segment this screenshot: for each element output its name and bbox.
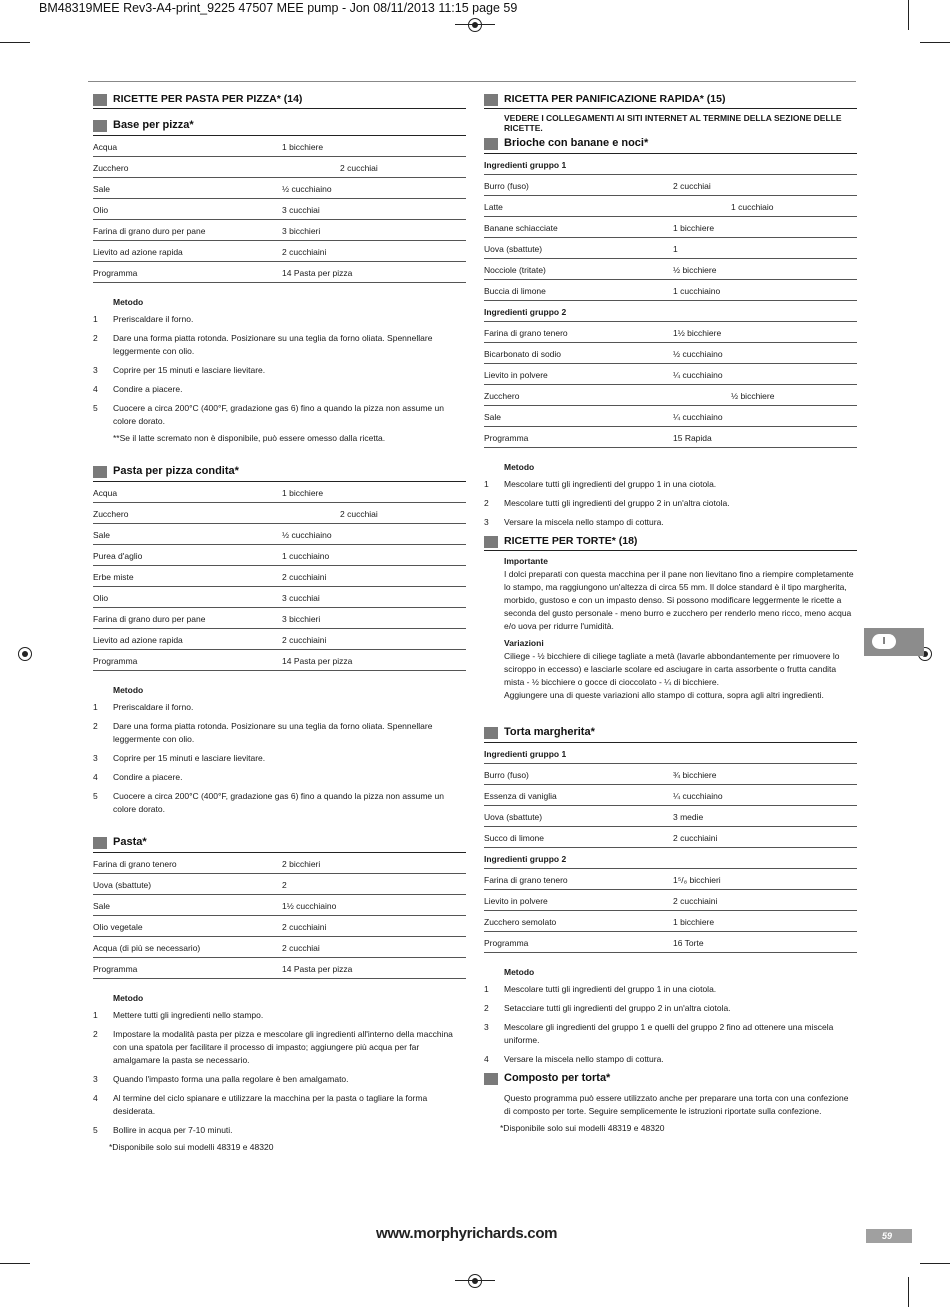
ingredient-name: Bicarbonato di sodio (484, 349, 562, 359)
language-tab (864, 628, 924, 656)
table-row (484, 280, 857, 301)
method-step (93, 752, 466, 765)
crop-mark (920, 42, 950, 43)
table-row (484, 869, 857, 890)
ingredient-name: Zucchero (93, 163, 129, 173)
step-number: 1 (93, 314, 98, 324)
footnote: **Se il latte scremato non è disponibile, può essere omesso dalla ricetta. (113, 433, 386, 443)
subsection-title (93, 465, 466, 482)
ingredient-name: Erbe miste (93, 572, 134, 582)
table-row (93, 503, 466, 524)
section-title-rapida (484, 93, 857, 109)
table-row (93, 220, 466, 241)
step-text: Coprire per 15 minuti e lasciare lievitare. (113, 365, 266, 375)
step-number: 2 (484, 498, 489, 508)
ingredient-name: Farina di grano duro per pane (93, 614, 206, 624)
step-text: Versare la miscela nello stampo di cottura. (504, 1054, 664, 1064)
ingredient-name: Burro (fuso) (484, 181, 529, 191)
ingredient-name: Olio (93, 593, 109, 603)
step-number: 2 (93, 1029, 98, 1039)
method-step (484, 983, 857, 996)
step-number: 2 (93, 333, 98, 343)
step-text: Versare la miscela nello stampo di cottura. (504, 517, 664, 527)
section-marker-icon (484, 94, 498, 106)
table-row (484, 259, 857, 280)
table-row (93, 650, 466, 671)
method-title: Metodo (113, 993, 144, 1003)
ingredient-quantity: 3 medie (673, 812, 704, 822)
ingredient-name: Farina di grano duro per pane (93, 226, 206, 236)
method-step (484, 1021, 857, 1047)
section-title-text: RICETTE PER PASTA PER PIZZA* (14) (113, 93, 303, 105)
step-text: Mescolare tutti gli ingredienti del gruppo 1 in una ciotola. (504, 479, 717, 489)
section-title-text: RICETTE PER TORTE* (18) (504, 535, 638, 547)
step-number: 3 (484, 517, 489, 527)
table-group-row (484, 301, 857, 322)
table-row (484, 427, 857, 448)
step-text: Impostare la modalità pasta per pizza e mescolare gli ingredienti all'interno della macchina con una spatola per facilitare il processo di impasto; aggiungere più acqua per far amalgamare la pasta se necessario. (113, 1029, 453, 1065)
ingredient-quantity: 2 bicchieri (282, 859, 321, 869)
ingredient-name: Programma (484, 433, 529, 443)
ingredient-quantity: ¼ cucchiaino (673, 791, 723, 801)
table-row (93, 566, 466, 587)
step-number: 3 (484, 1022, 489, 1032)
step-text: Quando l'impasto forma una palla regolare è ben amalgamato. (113, 1074, 349, 1084)
ingredient-name: Acqua (93, 488, 118, 498)
section-marker-icon (93, 837, 107, 849)
ingredient-name: Zucchero (93, 509, 129, 519)
top-rule (88, 81, 856, 82)
table-row (484, 238, 857, 259)
step-number: 3 (93, 753, 98, 763)
ingredient-quantity: 2 cucchiai (673, 181, 711, 191)
ingredient-quantity: 2 cucchiai (340, 509, 378, 519)
ingredient-quantity: ½ cucchiaino (673, 349, 723, 359)
step-text: Setacciare tutti gli ingredienti del gruppo 2 in un'altra ciotola. (504, 1003, 731, 1013)
subsection-title (484, 1072, 857, 1088)
torte-notes (504, 555, 857, 702)
ingredient-name: Latte (484, 202, 503, 212)
ingredients-table (484, 154, 857, 448)
ingredient-quantity: ½ bicchiere (731, 391, 775, 401)
table-group-row (484, 743, 857, 764)
ingredient-name: Essenza di vaniglia (484, 791, 557, 801)
composto-text: Questo programma può essere utilizzato anche per preparare una torta con una confezione di composto per torte. Seguire semplicemente le istruzioni riportate sulla confezione. (504, 1093, 849, 1116)
ingredient-quantity: ½ cucchiaino (282, 530, 332, 540)
table-row (93, 874, 466, 895)
step-number: 4 (93, 384, 98, 394)
method-block (484, 967, 857, 1066)
table-row (93, 199, 466, 220)
ingredient-name: Lievito in polvere (484, 370, 548, 380)
print-slug: BM48319MEE Rev3-A4-print_9225 47507 MEE pump - Jon 08/11/2013 11:15 page 59 (39, 1, 518, 15)
method-step (93, 720, 466, 746)
footnote: *Disponibile solo sui modelli 48319 e 48320 (500, 1123, 665, 1133)
step-number: 2 (484, 1003, 489, 1013)
subsection-title-text: Base per pizza* (113, 119, 194, 131)
ingredient-quantity: 3 bicchieri (282, 226, 321, 236)
step-text: Bollire in acqua per 7-10 minuti. (113, 1125, 233, 1135)
method-step (93, 790, 466, 816)
step-text: Mescolare tutti gli ingredienti del gruppo 1 in una ciotola. (504, 984, 717, 994)
variazioni-text-2: Aggiungere una di queste variazioni allo stampo di cottura, sopra agli altri ingredienti. (504, 690, 824, 700)
ingredient-quantity: 3 cucchiai (282, 593, 320, 603)
ingredient-quantity: 1 (673, 244, 678, 254)
crop-mark (0, 1263, 30, 1264)
ingredient-quantity: ¼ cucchiaino (673, 370, 723, 380)
section-marker-icon (484, 727, 498, 739)
step-number: 1 (93, 702, 98, 712)
ingredient-name: Acqua (93, 142, 118, 152)
step-text: Condire a piacere. (113, 772, 183, 782)
step-text: Cuocere a circa 200°C (400°F, gradazione gas 6) fino a quando la pizza non assume un colore dorato. (113, 791, 444, 814)
links-note: VEDERE I COLLEGAMENTI AI SITI INTERNET AL TERMINE DELLA SEZIONE DELLE RICETTE. (504, 113, 842, 133)
method-step (93, 1073, 466, 1086)
table-row (93, 916, 466, 937)
ingredient-quantity: 2 (282, 880, 287, 890)
ingredient-name: Sale (93, 530, 111, 540)
ingredient-name: Olio vegetale (93, 922, 143, 932)
table-row (93, 853, 466, 874)
subsection-title (93, 119, 466, 136)
step-number: 1 (484, 479, 489, 489)
step-number: 1 (484, 984, 489, 994)
ingredient-name: Farina di grano tenero (93, 859, 177, 869)
method-step (93, 1009, 466, 1022)
page-number: 59 (881, 1231, 892, 1241)
table-row (93, 178, 466, 199)
table-row (484, 932, 857, 953)
ingredient-name: Succo di limone (484, 833, 545, 843)
ingredient-quantity: 14 Pasta per pizza (282, 656, 353, 666)
table-row (93, 157, 466, 178)
ingredient-name: Lievito in polvere (484, 896, 548, 906)
ingredient-quantity: 2 cucchiaini (673, 896, 718, 906)
ingredient-name: Ingredienti gruppo 2 (484, 307, 567, 317)
section-marker-icon (484, 536, 498, 548)
registration-mark-icon (468, 1274, 482, 1288)
footnote: *Disponibile solo sui modelli 48319 e 48320 (109, 1142, 274, 1152)
method-step (93, 1124, 466, 1137)
table-row (93, 608, 466, 629)
ingredient-quantity: 1 bicchiere (282, 142, 324, 152)
registration-mark-icon (468, 18, 482, 32)
method-step (484, 497, 857, 510)
step-text: Preriscaldare il forno. (113, 702, 194, 712)
subsection-title (484, 726, 857, 743)
method-block (93, 993, 466, 1137)
ingredient-name: Acqua (di più se necessario) (93, 943, 201, 953)
ingredient-quantity: 2 cucchiaini (282, 635, 327, 645)
left-column (93, 93, 466, 1154)
ingredient-quantity: 2 cucchiaini (282, 247, 327, 257)
ingredient-quantity: 1 cucchiaino (282, 551, 330, 561)
method-step (484, 1053, 857, 1066)
ingredient-quantity: 1 cucchiaino (673, 286, 721, 296)
page-number-tab (866, 1229, 912, 1243)
ingredient-quantity: 3 bicchieri (282, 614, 321, 624)
table-row (93, 587, 466, 608)
table-row (484, 175, 857, 196)
method-step (93, 701, 466, 714)
ingredient-quantity: 1 cucchiaio (731, 202, 774, 212)
crop-mark (908, 1277, 909, 1307)
step-number: 4 (484, 1054, 489, 1064)
subsection-title-text: Pasta* (113, 836, 147, 848)
step-number: 5 (93, 403, 98, 413)
ingredient-quantity: 2 cucchiai (340, 163, 378, 173)
ingredient-name: Nocciole (tritate) (484, 265, 546, 275)
step-number: 5 (93, 1125, 98, 1135)
table-row (484, 806, 857, 827)
section-marker-icon (484, 1073, 498, 1085)
subsection-title-text: Composto per torta* (504, 1072, 611, 1084)
method-step (93, 364, 466, 377)
section-marker-icon (484, 138, 498, 150)
step-text: Dare una forma piatta rotonda. Posizionare su una teglia da forno oliata. Spennellare leggermente con olio. (113, 721, 433, 744)
table-row (484, 217, 857, 238)
ingredients-table (93, 136, 466, 283)
ingredient-quantity: 14 Pasta per pizza (282, 268, 353, 278)
section-title-pizza (93, 93, 466, 109)
step-text: Cuocere a circa 200°C (400°F, gradazione gas 6) fino a quando la pizza non assume un colore dorato. (113, 403, 444, 426)
method-title: Metodo (504, 462, 535, 472)
importante-text: I dolci preparati con questa macchina per il pane non lievitano fino a riempire completamente lo stampo, ma raggiungono un'altezza di circa 55 mm. Il dolce standard è il tipo margherita, morbido, gustoso e con un impasto denso. Si possono modificare leggermente le ricette a seconda del gusto personale - meno burro e zucchero per renderlo meno ricco, meno acqua e/o uova per ridurre l'umidità. (504, 569, 854, 631)
step-text: Mescolare tutti gli ingredienti del gruppo 2 in un'altra ciotola. (504, 498, 730, 508)
ingredient-name: Lievito ad azione rapida (93, 247, 183, 257)
table-row (93, 958, 466, 979)
ingredient-name: Ingredienti gruppo 2 (484, 854, 567, 864)
ingredient-quantity: 15 Rapida (673, 433, 712, 443)
ingredient-name: Ingredienti gruppo 1 (484, 160, 567, 170)
ingredient-name: Farina di grano tenero (484, 875, 568, 885)
ingredient-quantity: 1 bicchiere (673, 917, 715, 927)
section-marker-icon (93, 466, 107, 478)
step-number: 2 (93, 721, 98, 731)
table-group-row (484, 154, 857, 175)
step-text: Mettere tutti gli ingredienti nello stampo. (113, 1010, 264, 1020)
table-row (484, 406, 857, 427)
table-row (484, 785, 857, 806)
ingredient-quantity: ¼ cucchiaino (673, 412, 723, 422)
table-row (484, 911, 857, 932)
ingredient-name: Sale (484, 412, 502, 422)
ingredient-name: Lievito ad azione rapida (93, 635, 183, 645)
method-step (93, 771, 466, 784)
crop-mark (455, 1280, 495, 1281)
ingredient-quantity: 2 cucchiai (282, 943, 320, 953)
step-number: 4 (93, 1093, 98, 1103)
subsection-title (93, 836, 466, 853)
table-group-row (484, 848, 857, 869)
right-column (484, 93, 857, 1135)
table-row (93, 629, 466, 650)
ingredient-name: Farina di grano tenero (484, 328, 568, 338)
ingredient-name: Programma (93, 268, 138, 278)
section-title-torte (484, 535, 857, 551)
table-row (93, 545, 466, 566)
table-row (484, 764, 857, 785)
ingredient-quantity: ½ bicchiere (673, 265, 717, 275)
method-block (93, 297, 466, 428)
method-title: Metodo (113, 297, 144, 307)
ingredient-quantity: 16 Torte (673, 938, 704, 948)
language-tab-label: I (872, 634, 896, 649)
method-step (484, 478, 857, 491)
table-row (484, 890, 857, 911)
table-row (93, 895, 466, 916)
ingredient-quantity: 2 cucchiaini (282, 922, 327, 932)
ingredient-name: Burro (fuso) (484, 770, 529, 780)
section-title-text: RICETTA PER PANIFICAZIONE RAPIDA* (15) (504, 93, 726, 105)
subsection-title-text: Torta margherita* (504, 726, 595, 738)
step-text: Al termine del ciclo spianare e utilizzare la macchina per la pasta o tagliare la forma desiderata. (113, 1093, 428, 1116)
method-title: Metodo (504, 967, 535, 977)
subsection-title (484, 137, 857, 154)
ingredient-quantity: 1½ bicchiere (673, 328, 722, 338)
method-step (484, 1002, 857, 1015)
method-block (93, 685, 466, 816)
table-row (93, 136, 466, 157)
ingredient-name: Zucchero semolato (484, 917, 557, 927)
method-step (93, 313, 466, 326)
method-step (93, 1028, 466, 1067)
method-step (93, 383, 466, 396)
ingredient-name: Uova (sbattute) (93, 880, 152, 890)
table-row (484, 322, 857, 343)
footer-url[interactable]: www.morphyrichards.com (376, 1225, 558, 1242)
table-row (93, 241, 466, 262)
subsection-title-text: Brioche con banane e noci* (504, 137, 649, 149)
ingredient-quantity: ¾ bicchiere (673, 770, 717, 780)
ingredient-quantity: 1 bicchiere (673, 223, 715, 233)
method-title: Metodo (113, 685, 144, 695)
ingredient-name: Buccia di limone (484, 286, 546, 296)
ingredient-quantity: 2 cucchiaini (673, 833, 718, 843)
step-number: 1 (93, 1010, 98, 1020)
method-step (93, 1092, 466, 1118)
step-text: Condire a piacere. (113, 384, 183, 394)
ingredient-name: Programma (484, 938, 529, 948)
ingredient-name: Sale (93, 901, 111, 911)
ingredient-quantity: 3 cucchiai (282, 205, 320, 215)
ingredient-name: Programma (93, 964, 138, 974)
step-number: 3 (93, 365, 98, 375)
crop-mark (908, 0, 909, 30)
step-number: 5 (93, 791, 98, 801)
method-step (93, 402, 466, 428)
method-step (484, 516, 857, 529)
variazioni-title: Variazioni (504, 638, 544, 648)
ingredient-quantity: 1½ cucchiaino (282, 901, 337, 911)
ingredient-quantity: 1⁵/₈ bicchieri (673, 875, 721, 885)
ingredients-table (93, 853, 466, 979)
step-text: Mescolare gli ingredienti del gruppo 1 e quelli del gruppo 2 fino ad ottenere una miscela uniforme. (504, 1022, 834, 1045)
ingredient-quantity: ½ cucchiaino (282, 184, 332, 194)
table-row (93, 524, 466, 545)
ingredients-table (484, 743, 857, 953)
table-row (93, 937, 466, 958)
ingredient-name: Olio (93, 205, 109, 215)
ingredient-name: Programma (93, 656, 138, 666)
ingredient-quantity: 1 bicchiere (282, 488, 324, 498)
step-text: Preriscaldare il forno. (113, 314, 194, 324)
table-row (93, 482, 466, 503)
ingredient-quantity: 14 Pasta per pizza (282, 964, 353, 974)
ingredient-name: Uova (sbattute) (484, 244, 543, 254)
importante-title: Importante (504, 556, 548, 566)
ingredient-name: Sale (93, 184, 111, 194)
table-row (484, 827, 857, 848)
ingredient-name: Ingredienti gruppo 1 (484, 749, 567, 759)
table-row (484, 364, 857, 385)
ingredient-quantity: 2 cucchiaini (282, 572, 327, 582)
method-step (93, 332, 466, 358)
method-block (484, 462, 857, 529)
section-marker-icon (93, 94, 107, 106)
crop-mark (455, 24, 495, 25)
step-number: 3 (93, 1074, 98, 1084)
table-row (484, 343, 857, 364)
registration-mark-icon (18, 647, 32, 661)
step-number: 4 (93, 772, 98, 782)
section-marker-icon (93, 120, 107, 132)
subsection-title-text: Pasta per pizza condita* (113, 465, 239, 477)
ingredients-table (93, 482, 466, 671)
ingredient-name: Zucchero (484, 391, 520, 401)
step-text: Dare una forma piatta rotonda. Posizionare su una teglia da forno oliata. Spennellare leggermente con olio. (113, 333, 433, 356)
ingredient-name: Banane schiacciate (484, 223, 558, 233)
step-text: Coprire per 15 minuti e lasciare lievitare. (113, 753, 266, 763)
crop-mark (920, 1263, 950, 1264)
variazioni-text: Ciliege - ½ bicchiere di ciliege tagliate a metà (lavarle abbondantemente per rimuovere lo sciroppo in eccesso) e lasciarle scolare ed asciugare in carta assorbente o frutta candita mista - ½ bicchiere o gocce di cioccolato - ¼ di bicchiere. (504, 651, 840, 687)
crop-mark (0, 42, 30, 43)
table-row (484, 385, 857, 406)
ingredient-name: Purea d'aglio (93, 551, 143, 561)
table-row (484, 196, 857, 217)
ingredient-name: Uova (sbattute) (484, 812, 543, 822)
table-row (93, 262, 466, 283)
